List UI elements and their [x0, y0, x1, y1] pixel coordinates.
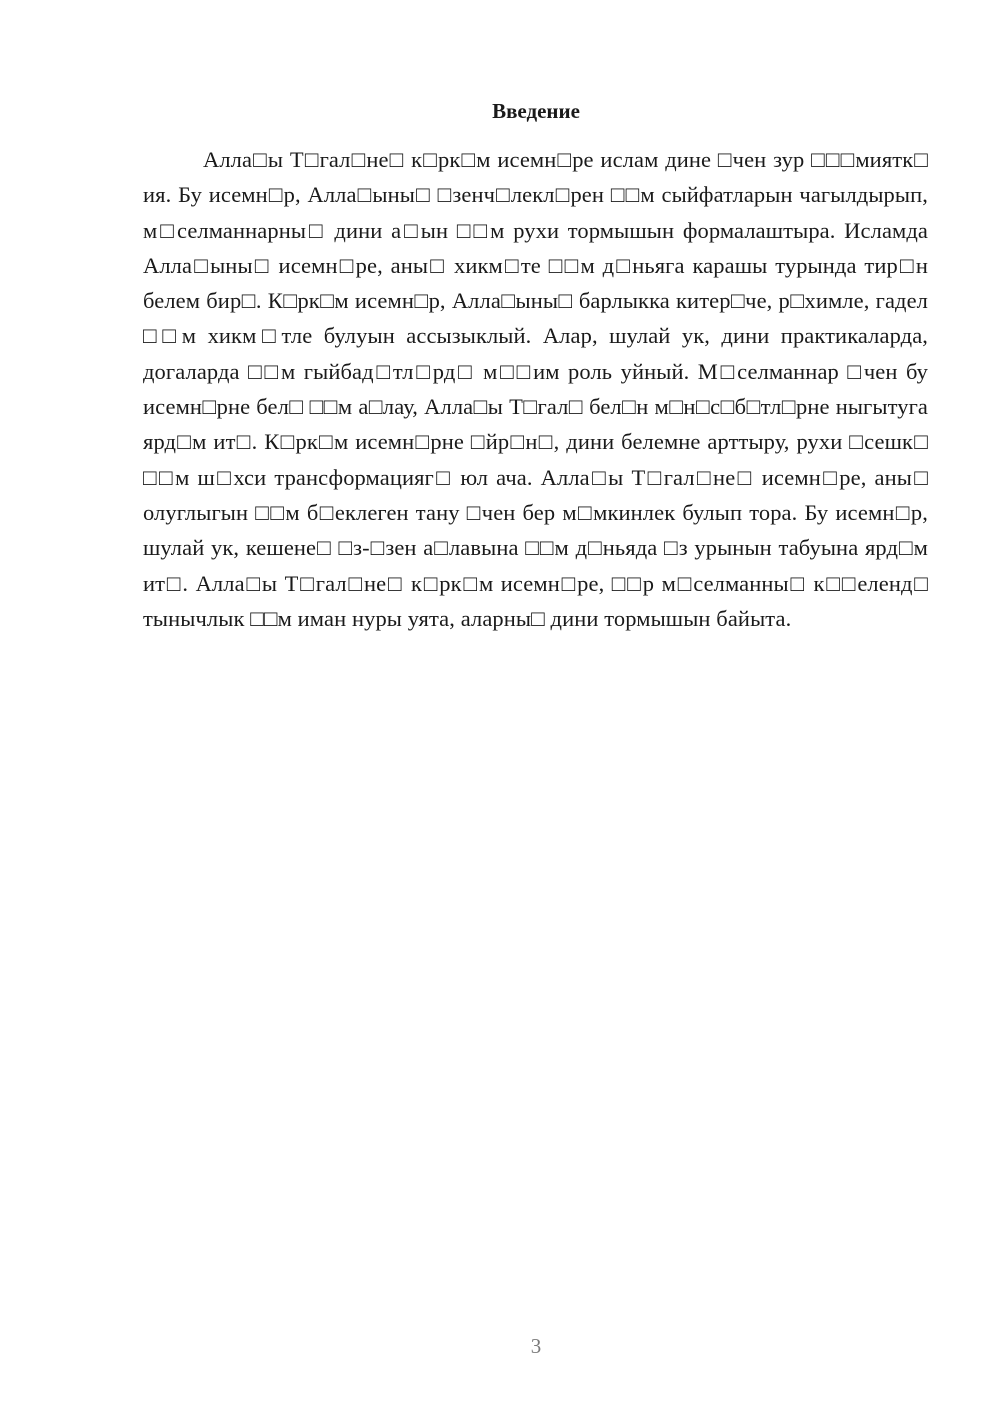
page-number: 3 — [530, 1334, 542, 1358]
section-heading: Введение — [492, 99, 580, 123]
body-paragraph: Алла□ы Т□гал□не□ к□рк□м исемн□ре ислам дине □чен зур □□□миятк□ ия. Бу исемн□р, Алла□ыны□ □зенч□лекл□рен □□м сыйфатларын чагылдырып, м□селманнарны□ дини а□ын □□м рухи тормышын формалаштыра. Исламда Алла□ыны□ исемн□ре, аны□ хикм□те □□м д□ньяга карашы турында тир□н белем бир□. К□рк□м исемн□р, Алла□ыны□ барлыкка китер□че, р□химле, гадел □□м хикм□тле булуын ассызыклый. Алар, шулай ук, дини практикаларда, догаларда □□м гыйбад□тл□рд□ м□□им роль уйный. М□селманнар □чен бу исемн□рне бел□ □□м а□лау, Алла□ы Т□гал□ бел□н м□н□с□б□тл□рне ныгытуга ярд□м ит□. К□рк□м исемн□рне □йр□н□, дини белемне арттыру, рухи □сешк□ □□м ш□хси трансформацияг□ юл ача. Алла□ы Т□гал□не□ исемн□ре, аны□ олуглыгын □□м б□еклеген тану □чен бер м□мкинлек булып тора. Бу исемн□р, шулай ук, кешене□ □з-□зен а□лавына □□м д□ньяда □з урынын табуына ярд□м ит□. Алла□ы Т□гал□не□ к□рк□м исемн□ре, □□р м□селманны□ к□□еленд□ тынычлык □□м иман нуры уята, аларны□ дини тормышын байыта. — [143, 147, 928, 631]
